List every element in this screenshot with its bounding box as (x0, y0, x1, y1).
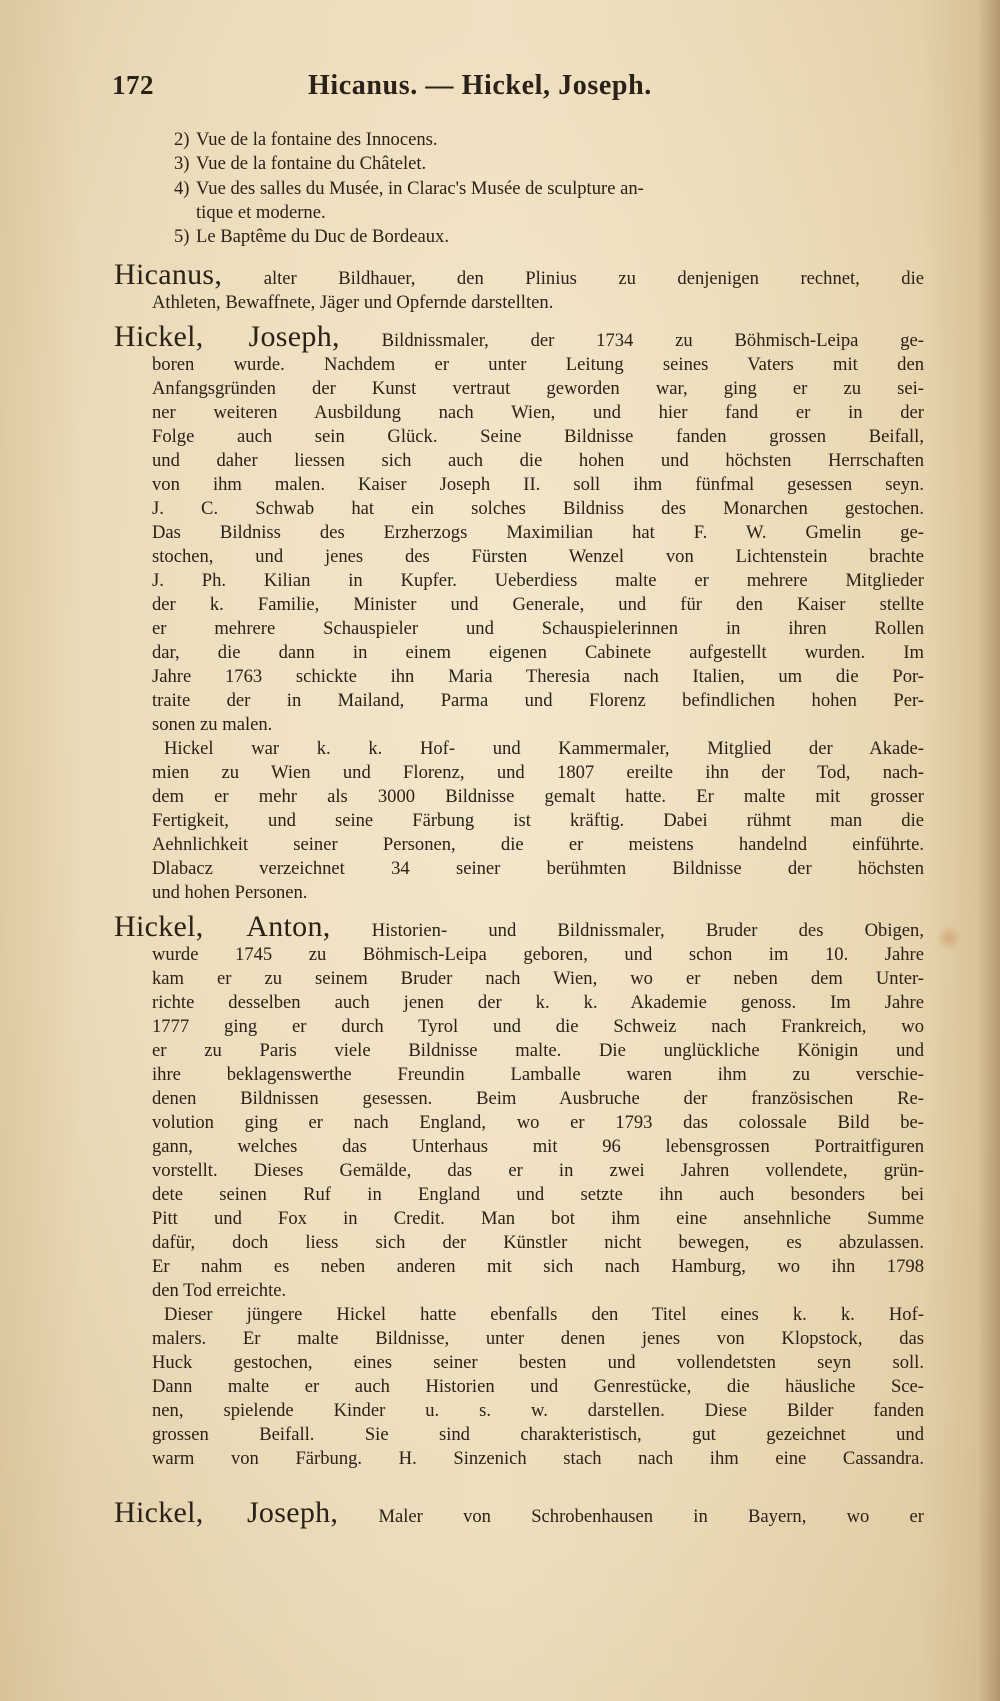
entry-line: boren wurde. Nachdem er unter Leitung seines Vaters mit den (152, 354, 924, 376)
entry-line: dete seinen Ruf in England und setzte ihn auch besonders bei (152, 1184, 924, 1206)
running-head: Hicanus. — Hickel, Joseph. (308, 70, 652, 101)
entry-line: Dlabacz verzeichnet 34 seiner berühmten Bildnisse der höchsten (152, 858, 924, 880)
entry-line: gann, welches das Unterhaus mit 96 lebensgrossen Portraitfiguren (152, 1136, 924, 1158)
entry-line: Fertigkeit, und seine Färbung ist kräftig. Dabei rühmt man die (152, 810, 924, 832)
page-content (114, 128, 924, 1529)
entry-line: Pitt und Fox in Credit. Man bot ihm eine ansehnliche Summe (152, 1208, 924, 1230)
entry-line: ner weiteren Ausbildung nach Wien, und hier fand er in der (152, 402, 924, 424)
list-item (174, 152, 924, 176)
entry-line: mien zu Wien und Florenz, und 1807 ereilte ihn der Tod, nach- (152, 762, 924, 784)
list-item-text: Vue de la fontaine des Innocens. (196, 129, 438, 150)
entry-line: 1777 ging er durch Tyrol und die Schweiz nach Frankreich, wo (152, 1016, 924, 1038)
print-list (174, 128, 924, 249)
page-header (112, 70, 912, 114)
entry-line: nen, spielende Kinder u. s. w. darstellen. Diese Bilder fanden (152, 1400, 924, 1422)
list-item-continuation: tique et moderne. (196, 201, 326, 223)
entry-line: Dieser jüngere Hickel hatte ebenfalls den Titel eines k. k. Hof- (164, 1304, 924, 1326)
entry-line: stochen, und jenes des Fürsten Wenzel von Lichtenstein brachte (152, 546, 924, 568)
entry-line: volution ging er nach England, wo er 1793 das colossale Bild be- (152, 1112, 924, 1134)
entry-hickel-joseph-2 (114, 1496, 924, 1530)
entry-line: der k. Familie, Minister und Generale, und für den Kaiser stellte (152, 594, 924, 616)
list-item-number: 2) (174, 129, 190, 150)
entry-line: Jahre 1763 schickte ihn Maria Theresia nach Italien, um die Por- (152, 666, 924, 688)
entry-line: dem er mehr als 3000 Bildnisse gemalt hatte. Er malte mit grosser (152, 786, 924, 808)
entry-line: ihre beklagenswerthe Freundin Lamballe waren ihm zu verschie- (152, 1064, 924, 1086)
entry-line: alter Bildhauer, den Plinius zu denjenigen rechnet, die (263, 268, 924, 290)
entry-line: von ihm malen. Kaiser Joseph II. soll ihm fünfmal gesessen seyn. (152, 474, 924, 496)
entry-line: Huck gestochen, eines seiner besten und vollendetsten seyn soll. (152, 1352, 924, 1374)
entry-line: warm von Färbung. H. Sinzenich stach nach ihm eine Cassandra. (152, 1448, 924, 1470)
entry-paragraph (114, 943, 924, 1303)
list-item (174, 177, 924, 226)
entry-line: und daher liessen sich auch die hohen und höchsten Herrschaften (152, 450, 924, 472)
entry-line: Athleten, Bewaffnete, Jäger und Opfernde darstellten. (152, 292, 554, 314)
entry-line: Er nahm es neben anderen mit sich nach Hamburg, wo ihn 1798 (152, 1256, 924, 1278)
entry-line: traite der in Mailand, Parma und Florenz befindlichen hohen Per- (152, 690, 924, 712)
entry-line: kam er zu seinem Bruder nach Wien, wo er neben dem Unter- (152, 968, 924, 990)
entry-hicanus (114, 258, 924, 315)
entry-line: Folge auch sein Glück. Seine Bildnisse fanden grossen Beifall, (152, 426, 924, 448)
entry-line: Historien- und Bildnissmaler, Bruder des Obigen, (371, 920, 925, 942)
page-number: 172 (112, 70, 154, 100)
entry-hickel-anton (114, 910, 925, 1471)
list-item-number: 3) (174, 153, 190, 175)
paper-stain (936, 925, 962, 951)
entry-line: dar, die dann in einem eigenen Cabinete aufgestellt wurden. Im (152, 642, 924, 664)
entry-line: Anfangsgründen der Kunst vertraut geworden war, ging er zu sei- (152, 378, 924, 400)
entry-line: er zu Paris viele Bildnisse malte. Die unglückliche Königin und (152, 1040, 924, 1062)
entry-line: wurde 1745 zu Böhmisch-Leipa geboren, und schon im 10. Jahre (152, 944, 924, 966)
entry-line: Dann malte er auch Historien und Genrestücke, die häusliche Sce- (152, 1376, 924, 1398)
entry-line: den Tod erreichte. (152, 1280, 287, 1302)
entry-line: grossen Beifall. Sie sind charakteristisch, gut gezeichnet und (152, 1424, 924, 1446)
entry-paragraph (114, 353, 924, 737)
entry-headword: Hickel, Joseph, (114, 320, 340, 354)
entry-line: denen Bildnissen gesessen. Beim Ausbruche der französischen Re- (152, 1088, 924, 1110)
entry-paragraph (114, 1303, 924, 1471)
entry-headword: Hicanus, (114, 258, 223, 292)
entry-line: richte desselben auch jenen der k. k. Akademie genoss. Im Jahre (152, 992, 924, 1014)
entry-hickel-joseph (114, 320, 924, 905)
entry-line: vorstellt. Dieses Gemälde, das er in zwei Jahren vollendete, grün- (152, 1160, 924, 1182)
entry-line: er mehrere Schauspieler und Schauspielerinnen in ihren Rollen (152, 618, 924, 640)
entry-line: Aehnlichkeit seiner Personen, die er meistens handelnd einführte. (152, 834, 924, 856)
entry-line: und hohen Personen. (152, 882, 308, 904)
entry-line: Maler von Schrobenhausen in Bayern, wo er (378, 1506, 924, 1528)
entry-line: Hickel war k. k. Hof- und Kammermaler, Mitglied der Akade- (164, 738, 924, 760)
list-item-text: Vue des salles du Musée, in Clarac's Musée de sculpture an- (196, 177, 644, 199)
entry-line: sonen zu malen. (152, 714, 273, 736)
entry-line: J. C. Schwab hat ein solches Bildniss des Monarchen gestochen. (152, 498, 924, 520)
entry-line: malers. Er malte Bildnisse, unter denen jenes von Klopstock, das (152, 1328, 924, 1350)
entry-line: Das Bildniss des Erzherzogs Maximilian hat F. W. Gmelin ge- (152, 522, 924, 544)
entry-headword: Hickel, Joseph, (114, 1496, 339, 1530)
list-item-number: 4) (174, 177, 190, 199)
entry-line: J. Ph. Kilian in Kupfer. Ueberdiess malte er mehrere Mitglieder (152, 570, 924, 592)
list-item (174, 128, 924, 152)
list-item (174, 225, 924, 249)
entry-line: dafür, doch liess sich der Künstler nicht bewegen, es abzulassen. (152, 1232, 924, 1254)
entry-paragraph (114, 737, 924, 905)
entry-line: Bildnissmaler, der 1734 zu Böhmisch-Leipa ge- (381, 330, 924, 352)
list-item-text: Le Baptême du Duc de Bordeaux. (196, 226, 449, 248)
list-item-number: 5) (174, 226, 190, 248)
page-edge-shadow (978, 0, 1000, 1701)
list-item-text: Vue de la fontaine du Châtelet. (196, 153, 427, 175)
entry-headword: Hickel, Anton, (114, 910, 331, 944)
